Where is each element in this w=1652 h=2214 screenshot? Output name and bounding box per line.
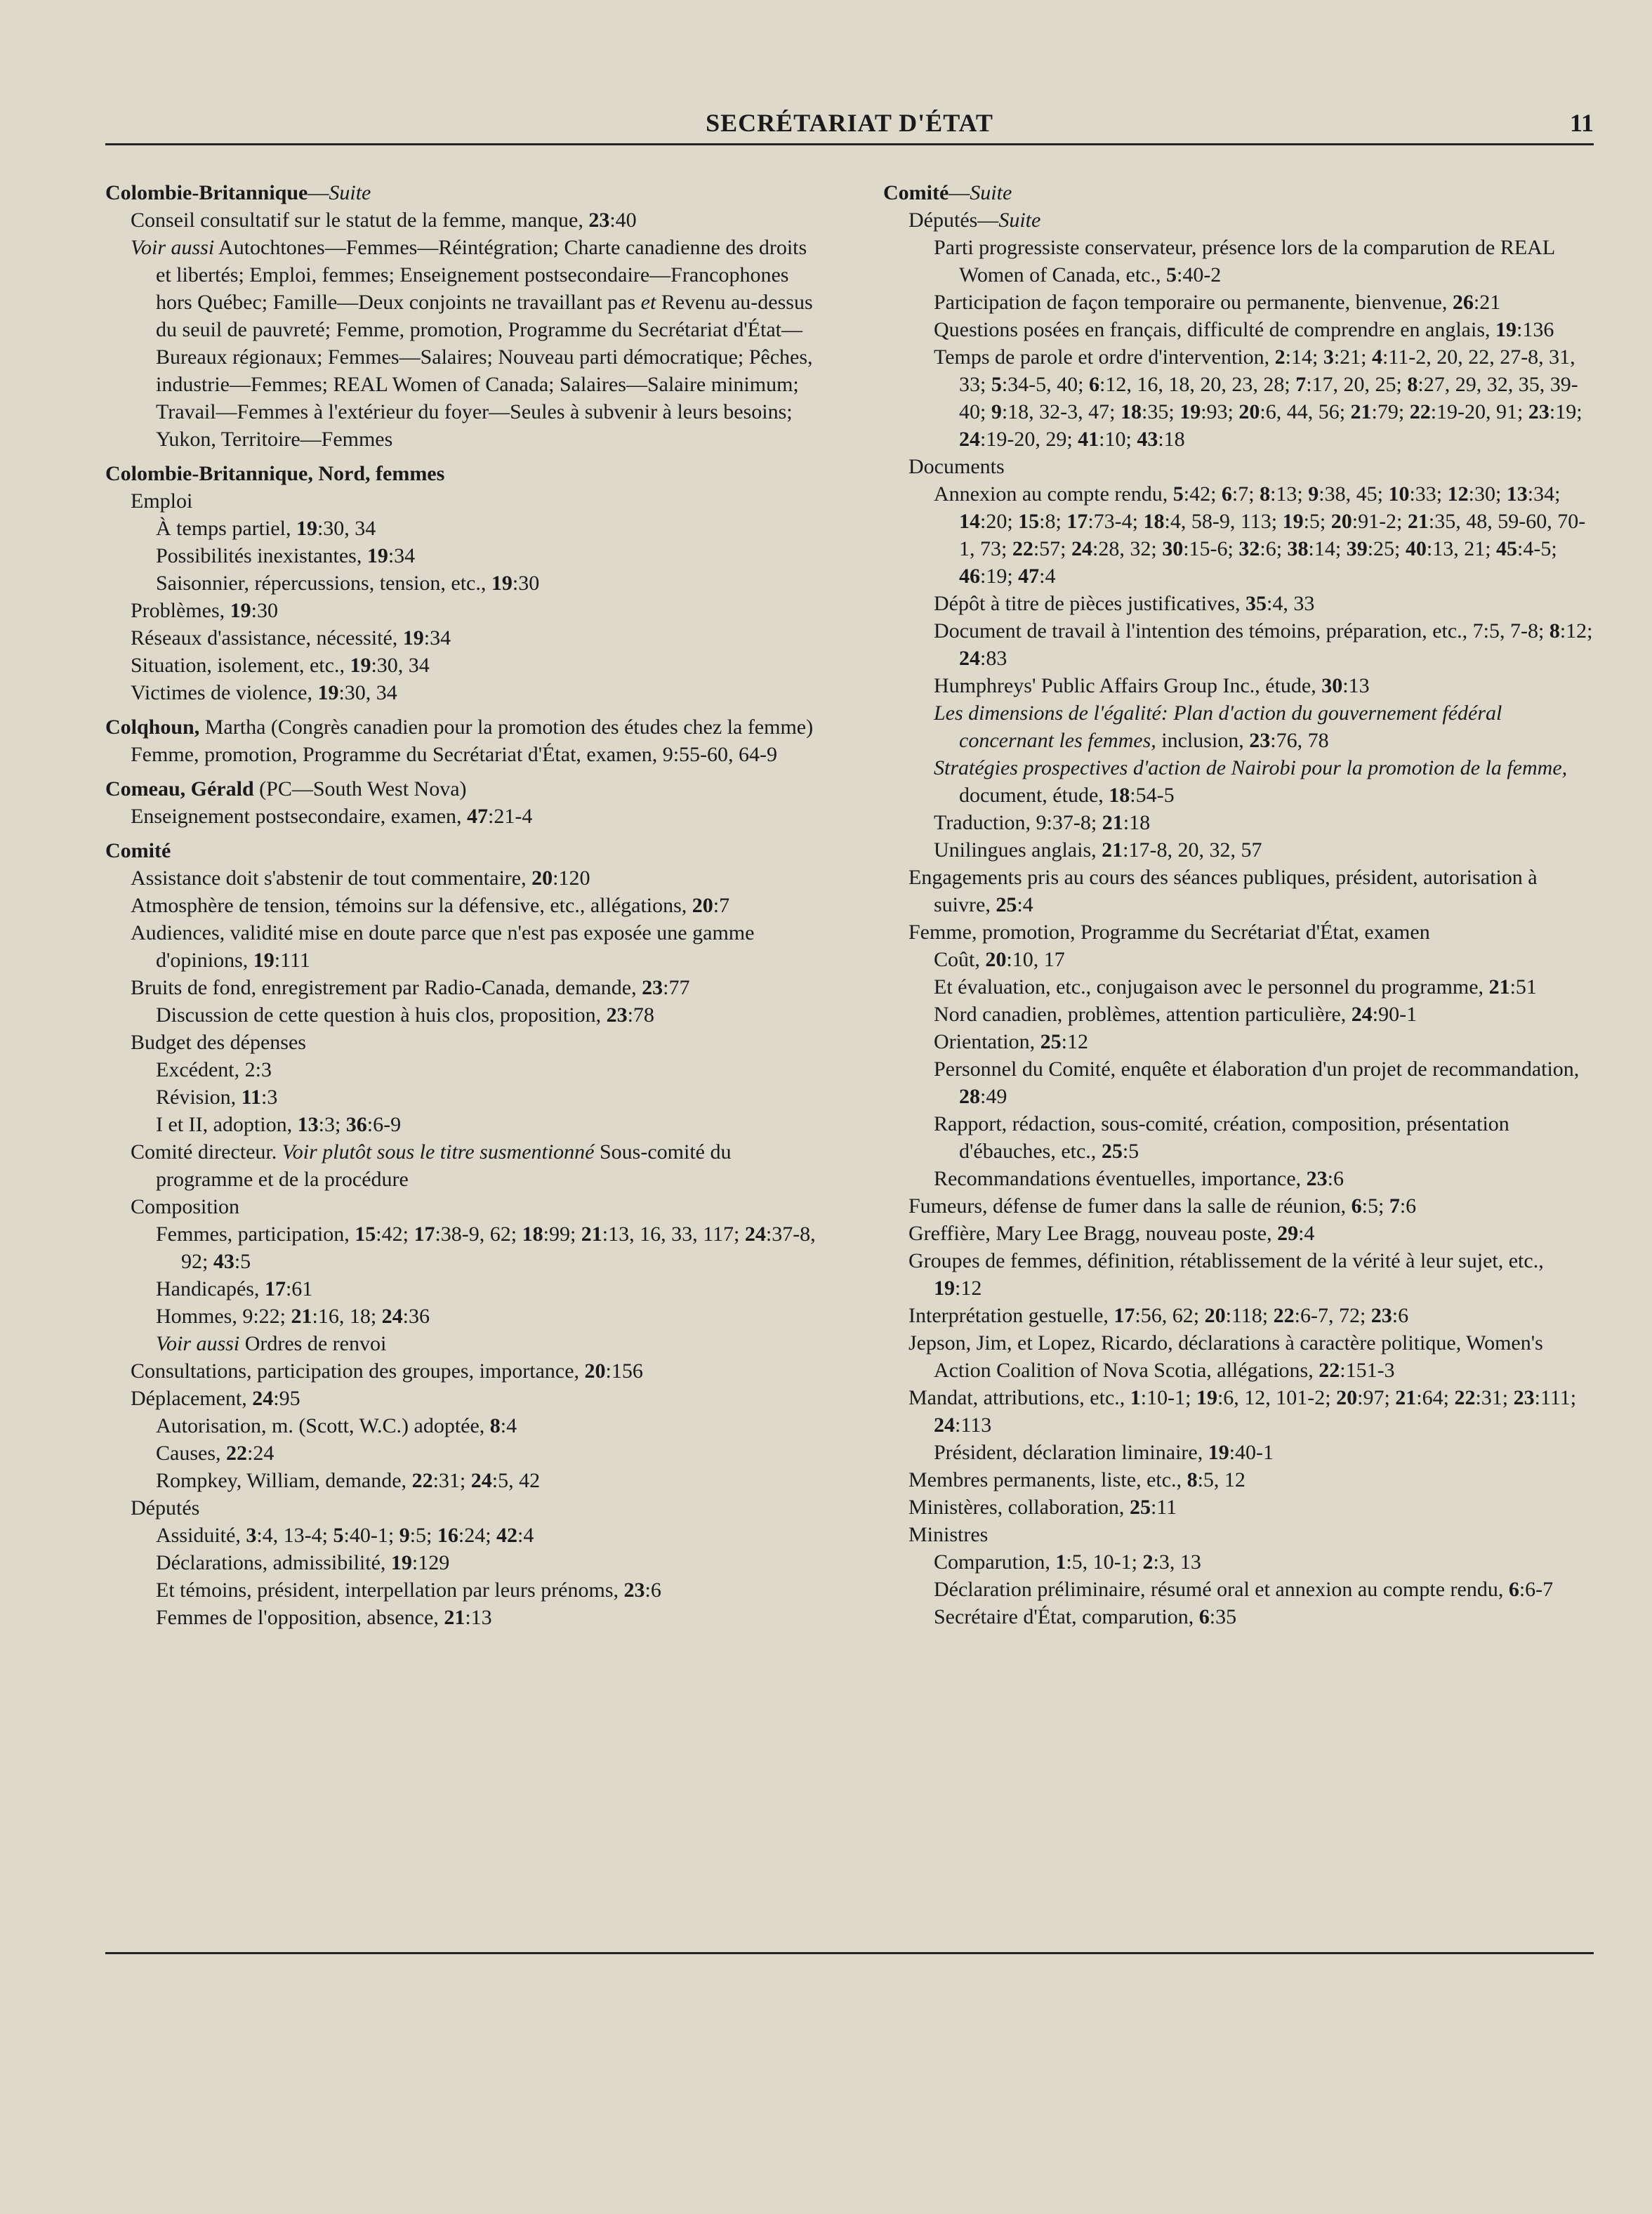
index-subentry: Documents bbox=[908, 455, 1005, 478]
index-subentry: Annexion au compte rendu, 5:42; 6:7; 8:13; 9:38, 45; 10:33; 12:30; 13:34; 14:20; 15:8; 17:73-4; 18:4, 58-9, 113; 19:5; 20:91-2; 21:35, 48, 59-60, 70-1, 73; 22:57; 24:28, 32; 30:15-6; 32:6; 38:14; 39:25; 40:13, 21; 45:4-5; 46:19; 47:4 bbox=[934, 482, 1586, 588]
index-subentry: Secrétaire d'État, comparution, 6:35 bbox=[934, 1605, 1237, 1628]
index-subentry: Consultations, participation des groupes, importance, 20:156 bbox=[131, 1359, 643, 1383]
index-subentry: Emploi bbox=[131, 489, 193, 513]
index-subentry: Révision, 11:3 bbox=[156, 1086, 278, 1109]
index-subentry: Enseignement postsecondaire, examen, 47:21-4 bbox=[131, 805, 533, 828]
index-heading: Comeau, Gérald (PC—South West Nova) bbox=[105, 777, 467, 800]
index-subentry: Assistance doit s'abstenir de tout commentaire, 20:120 bbox=[131, 867, 590, 890]
index-subentry: Questions posées en français, difficulté de comprendre en anglais, 19:136 bbox=[934, 318, 1554, 341]
index-subentry: Et témoins, président, interpellation par leurs prénoms, 23:6 bbox=[156, 1579, 661, 1602]
index-subentry: Causes, 22:24 bbox=[156, 1442, 275, 1465]
index-subentry: Comparution, 1:5, 10-1; 2:3, 13 bbox=[934, 1550, 1201, 1574]
index-subentry: Handicapés, 17:61 bbox=[156, 1277, 313, 1300]
index-subentry: I et II, adoption, 13:3; 36:6-9 bbox=[156, 1113, 402, 1136]
index-subentry: Personnel du Comité, enquête et élaboration d'un projet de recommandation, 28:49 bbox=[934, 1057, 1580, 1108]
index-subentry: Femmes de l'opposition, absence, 21:13 bbox=[156, 1606, 492, 1629]
index-subentry: Députés bbox=[131, 1496, 200, 1520]
index-subentry: Autorisation, m. (Scott, W.C.) adoptée, 8:4 bbox=[156, 1414, 517, 1437]
index-subentry: Députés—Suite bbox=[908, 209, 1041, 232]
index-subentry: Réseaux d'assistance, nécessité, 19:34 bbox=[131, 626, 451, 650]
index-subentry: Président, déclaration liminaire, 19:40-1 bbox=[934, 1441, 1274, 1464]
index-subentry: Déclarations, admissibilité, 19:129 bbox=[156, 1551, 450, 1574]
index-subentry: Stratégies prospectives d'action de Nairobi pour la promotion de la femme, document, étude, 18:54-5 bbox=[934, 756, 1568, 807]
index-subentry: Ministres bbox=[908, 1523, 989, 1546]
index-subentry: Fumeurs, défense de fumer dans la salle de réunion, 6:5; 7:6 bbox=[908, 1194, 1417, 1218]
index-subentry: Hommes, 9:22; 21:16, 18; 24:36 bbox=[156, 1305, 430, 1328]
index-heading: Colombie-Britannique, Nord, femmes bbox=[105, 462, 445, 485]
index-column-left bbox=[105, 179, 821, 1631]
index-subentry: Discussion de cette question à huis clos, proposition, 23:78 bbox=[156, 1003, 654, 1027]
index-subentry: À temps partiel, 19:30, 34 bbox=[156, 517, 376, 540]
index-subentry: Assiduité, 3:4, 13-4; 5:40-1; 9:5; 16:24; 42:4 bbox=[156, 1524, 534, 1547]
index-subentry: Groupes de femmes, définition, rétablissement de la vérité à leur sujet, etc., 19:12 bbox=[908, 1249, 1544, 1300]
index-subentry: Mandat, attributions, etc., 1:10-1; 19:6, 12, 101-2; 20:97; 21:64; 22:31; 23:111; 24:113 bbox=[908, 1386, 1577, 1437]
index-heading: Colombie-Britannique—Suite bbox=[105, 181, 371, 204]
footer-rule bbox=[105, 1952, 1594, 1954]
index-subentry: Audiences, validité mise en doute parce que n'est pas exposée une gamme d'opinions, 19:111 bbox=[131, 921, 755, 972]
index-subentry: Rapport, rédaction, sous-comité, création, composition, présentation d'ébauches, etc., 25:5 bbox=[934, 1112, 1509, 1163]
index-subentry: Document de travail à l'intention des témoins, préparation, etc., 7:5, 7-8; 8:12; 24:83 bbox=[934, 619, 1593, 670]
index-subentry: Conseil consultatif sur le statut de la femme, manque, 23:40 bbox=[131, 209, 637, 232]
index-subentry: Femme, promotion, Programme du Secrétariat d'État, examen, 9:55-60, 64-9 bbox=[131, 743, 778, 766]
index-subentry: Possibilités inexistantes, 19:34 bbox=[156, 544, 416, 567]
index-subentry: Nord canadien, problèmes, attention particulière, 24:90-1 bbox=[934, 1003, 1418, 1026]
index-subentry: Excédent, 2:3 bbox=[156, 1058, 272, 1081]
index-subentry: Temps de parole et ordre d'intervention, 2:14; 3:21; 4:11-2, 20, 22, 27-8, 31, 33; 5:34-5, 40; 6:12, 16, 18, 20, 23, 28; 7:17, 20, 25; 8:27, 29, 32, 35, 39-40; 9:18, 32-3, 47; 18:35; 19:93; 20:6, 44, 56; 21:79; 22:19-20, 91; 23:19; 24:19-20, 29; 41:10; 43:18 bbox=[934, 345, 1582, 451]
index-subentry: Femmes, participation, 15:42; 17:38-9, 62; 18:99; 21:13, 16, 33, 117; 24:37-8, 92; 43:5 bbox=[156, 1223, 816, 1273]
index-heading: Colqhoun, Martha (Congrès canadien pour la promotion des études chez la femme) bbox=[105, 716, 814, 739]
index-subentry: Femme, promotion, Programme du Secrétariat d'État, examen bbox=[908, 921, 1430, 944]
index-subentry: Les dimensions de l'égalité: Plan d'action du gouvernement fédéral concernant les femmes, inclusion, 23:76, 78 bbox=[934, 701, 1502, 752]
page-number: 11 bbox=[1569, 109, 1594, 137]
index-subentry: Recommandations éventuelles, importance, 23:6 bbox=[934, 1167, 1344, 1190]
index-subentry: Humphreys' Public Affairs Group Inc., étude, 30:13 bbox=[934, 674, 1370, 697]
index-subentry: Problèmes, 19:30 bbox=[131, 599, 278, 622]
index-subentry: Engagements pris au cours des séances publiques, président, autorisation à suivre, 25:4 bbox=[908, 866, 1538, 916]
index-subentry: Unilingues anglais, 21:17-8, 20, 32, 57 bbox=[934, 838, 1262, 862]
index-subentry: Parti progressiste conservateur, présence lors de la comparution de REAL Women of Canada, etc., 5:40-2 bbox=[934, 236, 1555, 286]
header-rule bbox=[105, 143, 1594, 145]
index-subentry: Dépôt à titre de pièces justificatives, 35:4, 33 bbox=[934, 592, 1315, 615]
index-column-right bbox=[883, 179, 1596, 1630]
index-subentry: Greffière, Mary Lee Bragg, nouveau poste, 29:4 bbox=[908, 1222, 1315, 1245]
index-subentry: Jepson, Jim, et Lopez, Ricardo, déclarations à caractère politique, Women's Action Coalition of Nova Scotia, allégations, 22:151-3 bbox=[908, 1331, 1543, 1382]
index-subentry: Coût, 20:10, 17 bbox=[934, 948, 1065, 971]
index-subentry: Voir aussi Ordres de renvoi bbox=[156, 1332, 387, 1355]
index-heading: Comité bbox=[105, 839, 171, 862]
index-subentry: Victimes de violence, 19:30, 34 bbox=[131, 681, 397, 704]
index-subentry: Et évaluation, etc., conjugaison avec le personnel du programme, 21:51 bbox=[934, 975, 1537, 999]
index-heading: Comité—Suite bbox=[883, 181, 1012, 204]
index-subentry: Bruits de fond, enregistrement par Radio-Canada, demande, 23:77 bbox=[131, 976, 690, 999]
index-subentry: Saisonnier, répercussions, tension, etc., 19:30 bbox=[156, 572, 540, 595]
index-subentry: Traduction, 9:37-8; 21:18 bbox=[934, 811, 1151, 834]
page-header bbox=[105, 105, 1594, 147]
index-subentry: Composition bbox=[131, 1195, 240, 1218]
index-subentry: Déclaration préliminaire, résumé oral et annexion au compte rendu, 6:6-7 bbox=[934, 1578, 1554, 1601]
index-subentry: Interprétation gestuelle, 17:56, 62; 20:118; 22:6-7, 72; 23:6 bbox=[908, 1304, 1409, 1327]
index-subentry: Participation de façon temporaire ou permanente, bienvenue, 26:21 bbox=[934, 291, 1501, 314]
index-subentry: Atmosphère de tension, témoins sur la défensive, etc., allégations, 20:7 bbox=[131, 894, 730, 917]
running-title: SECRÉTARIAT D'ÉTAT bbox=[706, 109, 993, 137]
index-subentry: Déplacement, 24:95 bbox=[131, 1387, 300, 1410]
index-subentry: Comité directeur. Voir plutôt sous le titre susmentionné Sous-comité du programme et de la procédure bbox=[131, 1140, 732, 1191]
index-subentry: Situation, isolement, etc., 19:30, 34 bbox=[131, 654, 430, 677]
index-subentry: Orientation, 25:12 bbox=[934, 1030, 1088, 1053]
index-subentry: Budget des dépenses bbox=[131, 1031, 306, 1054]
index-subentry: Ministères, collaboration, 25:11 bbox=[908, 1496, 1177, 1519]
index-subentry: Membres permanents, liste, etc., 8:5, 12 bbox=[908, 1468, 1245, 1491]
index-subentry: Rompkey, William, demande, 22:31; 24:5, 42 bbox=[156, 1469, 541, 1492]
index-subentry: Voir aussi Autochtones—Femmes—Réintégration; Charte canadienne des droits et libertés; Emploi, femmes; Enseignement postsecondaire—Francophones hors Québec; Famille—Deux conjoints ne travaillant pas et Revenu au-dessus du seuil de pauvreté; Femme, promotion, Programme du Secrétariat d'État—Bureaux régionaux; Femmes—Salaires; Nouveau parti démocratique; Pêches, industrie—Femmes; REAL Women of Canada; Salaires—Salaire minimum; Travail—Femmes à l'extérieur du foyer—Seules à subvenir à leurs besoins; Yukon, Territoire—Femmes bbox=[131, 236, 813, 451]
